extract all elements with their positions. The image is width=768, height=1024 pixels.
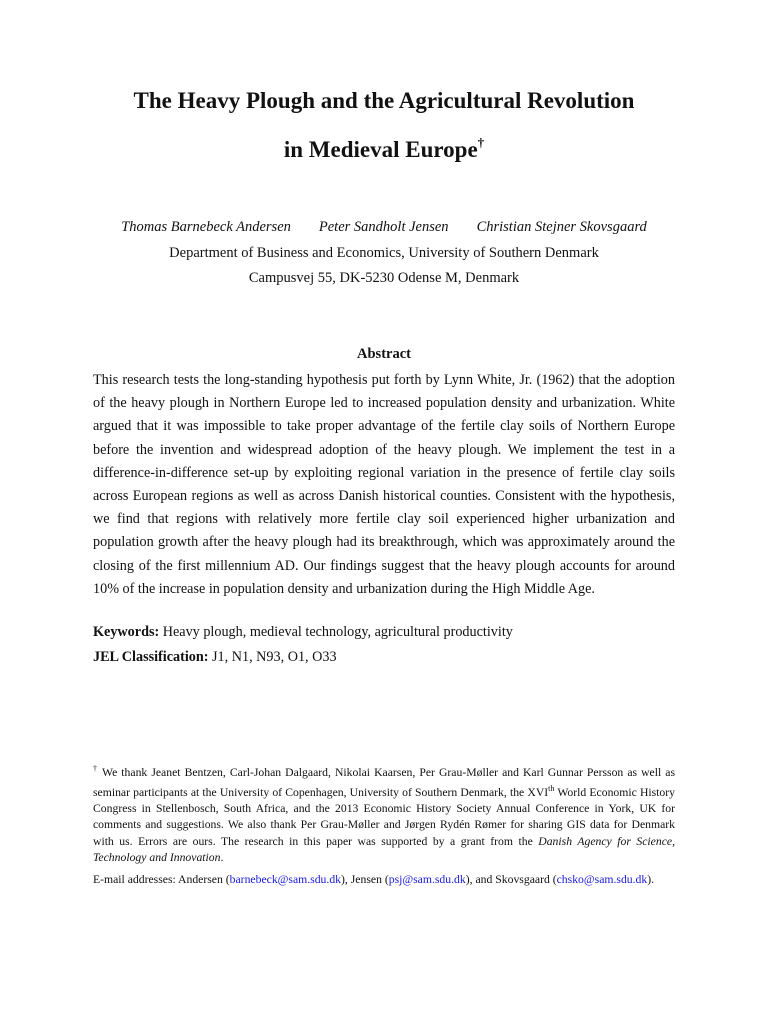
email-addresses: [93, 871, 675, 888]
author-name: Christian Stejner Skovsgaard: [476, 219, 647, 235]
email-link-jensen[interactable]: psj@sam.sdu.dk: [388, 873, 466, 886]
jel-label: JEL Classification:: [93, 649, 209, 665]
affiliation-department: Department of Business and Economics, University of Southern Denmark: [169, 245, 599, 261]
footnote-agency: Danish Agency for Science, Technology and Innovation: [93, 834, 675, 864]
abstract-text: This research tests the long-standing hypothesis put forth by Lynn White, Jr. (1962) that the adoption of the heavy plough in Northern Europe led to increased population density and urbanization. White argued that it was impossible to take proper advantage of the fertile clay soils of Northern Europe before the invention and widespread adoption of the heavy plough. We implement the test in a difference-in-difference set-up by exploiting regional variation in the presence of fertile clay soils across European regions as well as across Danish historical counties. Consistent with the hypothesis, we find that regions with relatively more fertile clay soil experienced higher urbanization and population growth after the heavy plough had its breakthrough, which was approximately around the closing of the first millennium AD. Our findings suggest that the heavy plough accounts for around 10% of the increase in population density and urbanization during the High Middle Age.: [93, 372, 675, 597]
footnote-mark: †: [93, 764, 99, 773]
title-line-1: The Heavy Plough and the Agricultural Revolution: [133, 88, 635, 113]
email-link-skovsgaard[interactable]: chsko@sam.sdu.dk: [556, 873, 648, 886]
author-name: Peter Sandholt Jensen: [318, 219, 449, 235]
paper-title: [60, 80, 708, 171]
email-separator: ), and Skovsgaard (: [465, 873, 557, 886]
abstract-heading: Abstract: [357, 346, 411, 362]
footnote-end: .: [220, 850, 224, 864]
footnote-superscript: th: [548, 784, 555, 794]
email-separator: ), Jensen (: [341, 873, 389, 886]
acknowledgement-footnote: [93, 761, 675, 866]
footnote-text-2: World Economic History Congress in Stellenbosch, South Africa, and the 2013 Economic History Society Annual Conference in York, UK for comments and suggestions. We also thank Per Grau-Møller and Jørgen Rydén Rømer for sharing GIS data for Denmark with us. Errors are ours. The research in this paper was supported by a grant from the: [93, 785, 676, 848]
affiliation-address: Campusvej 55, DK-5230 Odense M, Denmark: [248, 270, 520, 286]
jel-value: J1, N1, N93, O1, O33: [208, 649, 337, 665]
email-link-andersen[interactable]: barnebeck@sam.sdu.dk: [229, 873, 342, 886]
title-line-2-text: in Medieval Europe: [283, 137, 478, 162]
title-dagger: †: [477, 135, 485, 150]
keywords: [93, 624, 675, 641]
keywords-value: Heavy plough, medieval technology, agricultural productivity: [159, 624, 513, 640]
footnote-text-1: We thank Jeanet Bentzen, Carl-Johan Dalgaard, Nikolai Kaarsen, Per Grau-Møller and Karl Gunnar Persson as well as seminar participants at the University of Copenhagen, University of Southern Denmark, the XVI: [93, 765, 676, 799]
title-line-2: [60, 122, 708, 171]
email-suffix: ).: [647, 873, 655, 886]
keywords-label: Keywords:: [93, 624, 160, 640]
author-list: [80, 219, 688, 236]
jel-classification: [93, 649, 675, 666]
author-name: Thomas Barnebeck Andersen: [121, 219, 291, 235]
email-prefix: E-mail addresses: Andersen (: [93, 873, 230, 886]
